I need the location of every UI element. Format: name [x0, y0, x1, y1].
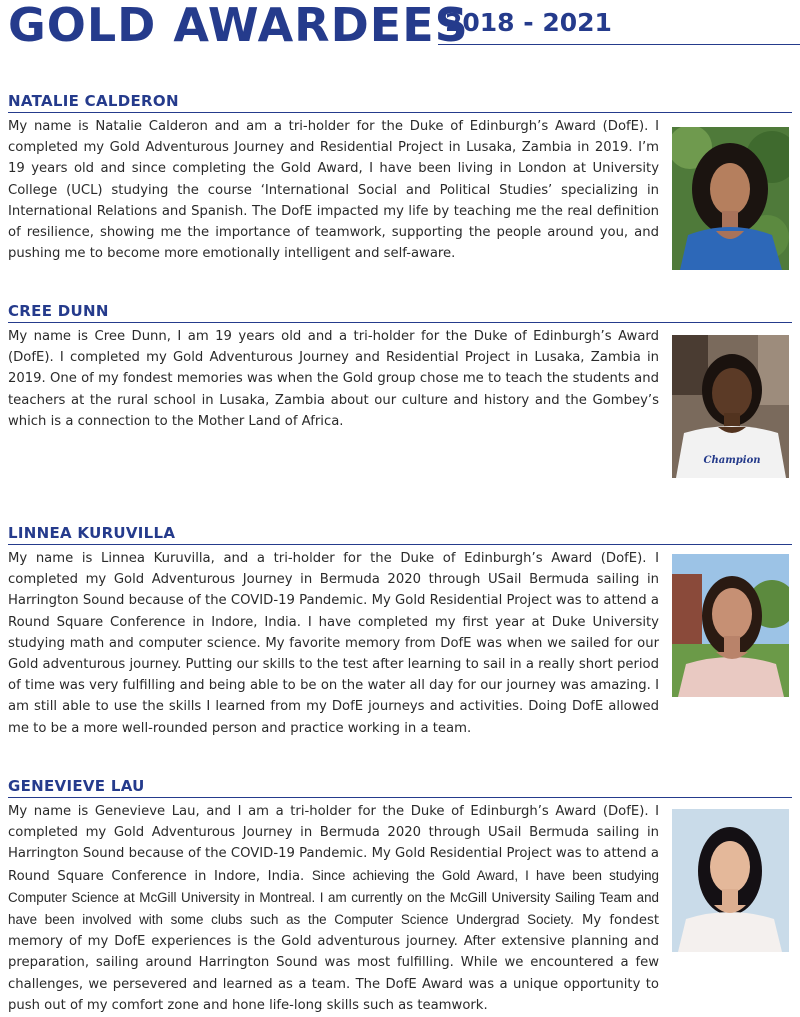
- bio-part: My fondest memory of my DofE experiences is the Gold adventurous journey. After extensive planning and preparation, sailing around Harrington Sound was most fulfilling. While we encountered a few challenges, we persevered and learned as a team. The DofE Award was a unique opportunity to push out of my comfort zone and hone life-long skills such as teamwork.: [8, 913, 659, 1013]
- bio-part: My name is Genevieve Lau, and I am a tri-holder for the Duke of Edinburgh’s Award (DofE). I completed my Gold Adventurous Journey in Bermuda 2020 through USail Bermuda sailing in Harrington Sound because of the COVID-19 Pandemic. My Gold Residential Project was to attend a Round Square Conference in Indore, India.: [8, 804, 659, 884]
- year-range: 2018 - 2021: [445, 8, 612, 37]
- section-divider: [8, 322, 792, 323]
- header-divider: [438, 44, 800, 45]
- awardee-photo: [672, 809, 789, 952]
- section-divider: [8, 112, 792, 113]
- awardee-name: GENEVIEVE LAU: [8, 777, 145, 795]
- portrait-photo-cree: [672, 335, 789, 478]
- section-divider: [8, 797, 792, 798]
- awardee-bio: My name is Cree Dunn, I am 19 years old and a tri-holder for the Duke of Edinburgh’s Award (DofE). I completed my Gold Adventurous Journey and Residential Project in Lusaka, Zambia in 2019. One of my fondest memories was when the Gold group chose me to teach the students and teachers at the rural school in Lusaka, Zambia about our culture and history and the Gombey’s which is a connection to the Mother Land of Africa.: [8, 329, 659, 429]
- awardee-name: LINNEA KURUVILLA: [8, 524, 176, 542]
- awardee-photo: [672, 335, 789, 478]
- portrait-photo-linnea: [672, 554, 789, 697]
- awardee-name: CREE DUNN: [8, 302, 109, 320]
- awardee-name: NATALIE CALDERON: [8, 92, 179, 110]
- portrait-photo-natalie: [672, 127, 789, 270]
- awardee-photo: [672, 127, 789, 270]
- section-divider: [8, 544, 792, 545]
- shirt-logo-text: Champion: [703, 455, 761, 466]
- page-title: GOLD AWARDEES: [8, 0, 469, 52]
- awardee-bio: My name is Natalie Calderon and am a tri-holder for the Duke of Edinburgh’s Award (DofE). I completed my Gold Adventurous Journey and Residential Project in Lusaka, Zambia in 2019. I’m 19 years old and since completing the Gold Award, I have been living in London at University College (UCL) studying the course ‘International Social and Political Studies’ specializing in International Relations and Spanish. The DofE impacted my life by teaching me the real definition of resilience, showing me the importance of teamwork, supporting the people around you, and pushing me to become more emotionally intelligent and self-aware.: [8, 119, 659, 262]
- portrait-photo-genevieve: [672, 809, 789, 952]
- awardee-photo: [672, 554, 789, 697]
- awardee-bio: [8, 801, 659, 1016]
- bio-part: Since achieving the Gold Award, I have been studying Computer Science at McGill University in Montreal. I am currently on the McGill University Sailing Team and have been involved with some clubs such as the Computer Science Undergrad Society.: [8, 867, 659, 928]
- page-header: [0, 0, 800, 60]
- awardee-bio: My name is Linnea Kuruvilla, and a tri-holder for the Duke of Edinburgh’s Award (DofE). I completed my Gold Adventurous Journey in Bermuda 2020 through USail Bermuda sailing in Harrington Sound because of the COVID-19 Pandemic. My Gold Residential Project was to attend a Round Square Conference in Indore, India. I have completed my first year at Duke University studying math and computer science. My favorite memory from DofE was when we sailed for our Gold adventurous journey. Putting our skills to the test after learning to sail in a really short period of time was very fulfilling and being able to be on the water all day for our journey was amazing. I am still able to use the skills I learned from my DofE journeys and activities. Doing DofE allowed me to be a more well-rounded person and practice working in a team.: [8, 551, 659, 736]
